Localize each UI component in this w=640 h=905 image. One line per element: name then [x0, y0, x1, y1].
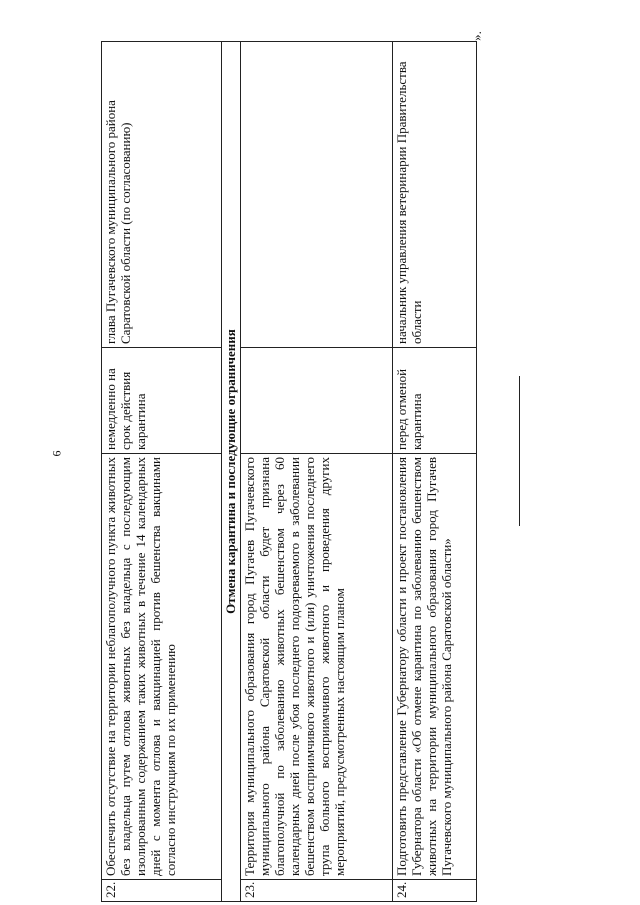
row-number: 23. [241, 880, 393, 902]
term-text [241, 348, 393, 454]
measure-text: Обеспечить отсутствие на территории неблагополучного пункта животных без владельца путем отлова животных без владельца с последующим изолированным содержанием таких животных в течение 14 календарных дней с момента отлова и вакцинацией против бешенства вакцинами согласно инструкциям по их применению [102, 454, 222, 880]
table-row [241, 42, 393, 902]
measures-table [101, 41, 477, 902]
responsible-text: глава Пугачевского муниципального района Саратовской области (по согласованию) [102, 42, 222, 348]
responsible-text: начальник управления ветеринарии Правительства области [393, 42, 477, 348]
section-row [222, 42, 241, 902]
table-row [393, 42, 477, 902]
signature-line [519, 376, 520, 526]
row-number: 22. [102, 880, 222, 902]
rotated-table-wrapper [101, 42, 477, 902]
responsible-text [241, 42, 393, 348]
measure-text: Подготовить представление Губернатору области и проект постановления Губернатора области «Об отмене карантина по заболеванию бешенством животных на территории муниципального образования город Пугачев Пугачевского муниципального района Саратовской области» [393, 454, 477, 880]
closing-quote-mark: ». [468, 31, 484, 41]
table-row [102, 42, 222, 902]
term-text: немедленно на срок действия карантина [102, 348, 222, 454]
page-number: 6 [49, 450, 64, 457]
term-text: перед отменой карантина [393, 348, 477, 454]
section-heading: Отмена карантина и последующие ограничения [222, 42, 241, 902]
measure-text: Территория муниципального образования город Пугачев Пугачевского муниципального района Саратовской области будет признана благополучной по заболеванию животных бешенством через 60 календарных дней после убоя последнего подозреваемого в заболевании бешенством восприимчивого животного и (или) уничтожения последнего трупа больного восприимчивого животного и проведения других мероприятий, предусмотренных настоящим планом [241, 454, 393, 880]
row-number: 24. [393, 880, 477, 902]
